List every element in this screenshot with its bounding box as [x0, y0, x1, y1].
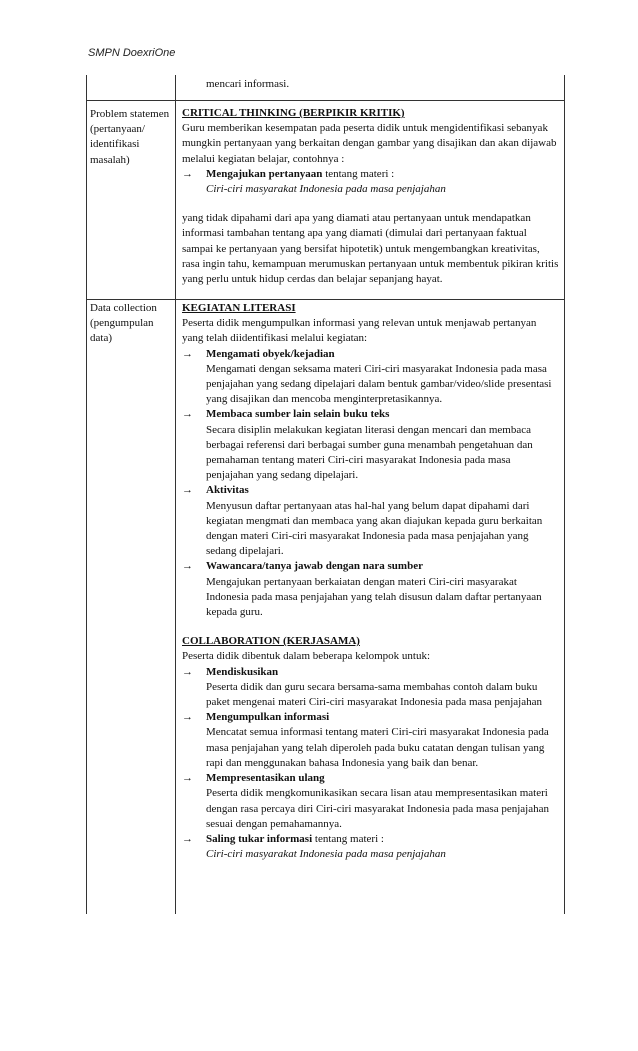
- list-item: [182, 483, 560, 498]
- arrow-icon: →: [182, 408, 193, 421]
- item-topic: Ciri-ciri masyarakat Indonesia pada masa penjajahan: [206, 183, 446, 196]
- list-item: [182, 559, 560, 574]
- item-title: Membaca sumber lain selain buku teks: [206, 408, 390, 421]
- item-text: Menyusun daftar pertanyaan atas hal-hal yang belum dapat dipahami dari kegiatan mengmati dan membaca yang akan diajukan kepada guru berkaitan dengan materi Ciri-ciri masyarakat Indonesia pada masa penjajahan yang sedang dipelajari.: [206, 499, 543, 558]
- item-title: Mengumpulkan informasi: [206, 711, 330, 724]
- row-label: Problem statemen (pertanyaan/ identifikasi masalah): [87, 101, 176, 299]
- table-row: [86, 75, 565, 101]
- item-title: Mendiskusikan: [206, 665, 279, 678]
- intro-text: Peserta didik mengumpulkan informasi yang relevan untuk menjawab pertanyan yang telah diidentifikasi melalui kegiatan:: [182, 317, 537, 345]
- collaboration-list: [182, 665, 560, 863]
- list-item: [182, 407, 560, 422]
- section-heading: CRITICAL THINKING (BERPIKIR KRITIK): [182, 107, 405, 119]
- list-item: [182, 665, 560, 680]
- row-label: [87, 75, 176, 100]
- intro-text: Guru memberikan kesempatan pada peserta didik untuk mengidentifikasi sebanyak mungkin pertanyaan yang berkaitan dengan gambar yang disajikan dan akan dijawab melalui kegiatan belajar, contohnya :: [182, 122, 557, 165]
- lesson-table: [86, 75, 565, 914]
- school-header: SMPN DoexriOne: [88, 47, 176, 59]
- arrow-icon: →: [182, 665, 193, 678]
- item-title: Mengamati obyek/kejadian: [206, 347, 335, 360]
- item-text: Peserta didik dan guru secara bersama-sama membahas contoh dalam buku paket mengenai materi Ciri-ciri masyarakat Indonesia pada masa penjajahan: [206, 680, 542, 709]
- continuation-text: mencari informasi.: [206, 78, 290, 90]
- arrow-icon: →: [182, 484, 193, 497]
- list-item: [182, 167, 560, 182]
- table-row: [86, 101, 565, 300]
- row-content: [177, 75, 564, 94]
- section-heading: KEGIATAN LITERASI: [182, 302, 296, 314]
- literasi-list: [182, 347, 560, 621]
- table-row: [86, 300, 565, 914]
- item-text: Mencatat semua informasi tentang materi Ciri-ciri masyarakat Indonesia pada masa penjajahan yang telah diperoleh pada buku catatan dengan tulisan yang rapi dan menggunakan bahasa Indonesia yang baik dan benar.: [206, 726, 549, 769]
- item-text: Mengajukan pertanyaan berkaiatan dengan materi Ciri-ciri masyarakat Indonesia pada masa penjajahan yang telah disusun dalam daftar pertanyaan kepada guru.: [206, 575, 542, 619]
- arrow-icon: →: [182, 711, 193, 724]
- item-title: Saling tukar informasi: [206, 832, 313, 845]
- section-heading: COLLABORATION (KERJASAMA): [182, 635, 360, 648]
- list-item: [182, 771, 560, 786]
- arrow-icon: →: [182, 167, 193, 180]
- arrow-icon: →: [182, 772, 193, 785]
- item-topic: Ciri-ciri masyarakat Indonesia pada masa penjajahan: [206, 848, 446, 861]
- paragraph-text: yang tidak dipahami dari apa yang diamati atau pertanyaan untuk mendapatkan informasi tambahan tentang apa yang diamati (dimulai dari pertanyaan faktual sampai ke pertanyaan yang bersifat hipotetik) untuk mengembangkan kreativitas, rasa ingin tahu, kemampuan merumuskan pertanyaan untuk membentuk pikiran kritis yang perlu untuk hidup cerdas dan belajar sepanjang hayat.: [182, 212, 559, 286]
- row-label: Data collection (pengumpulan data): [87, 300, 176, 914]
- row-content: [177, 300, 564, 864]
- item-title: Wawancara/tanya jawab dengan nara sumber: [206, 560, 423, 573]
- list-item: [182, 347, 560, 362]
- item-text: Secara disiplin melakukan kegiatan literasi dengan mencari dan membaca berbagai referensi dari berbagai sumber guna menambah pengetahuan dan pemahaman tentang materi Ciri-ciri masyarakat Indonesia pada masa penjajahan yang sedang dipelajari.: [206, 423, 533, 482]
- item-title: Mempresentasikan ulang: [206, 772, 325, 785]
- list-item: [182, 832, 560, 847]
- arrow-icon: →: [182, 347, 193, 360]
- item-rest: tentang materi :: [322, 167, 395, 180]
- item-text: Peserta didik mengkomunikasikan secara lisan atau mempresentasikan materi dengan rasa percaya diri Ciri-ciri masyarakat Indonesia pada masa penjajahan sesuai dengan pemahamannya.: [206, 787, 549, 830]
- item-title: Aktivitas: [206, 484, 249, 497]
- row-content: [177, 101, 564, 289]
- list-item: [182, 710, 560, 725]
- intro-text: Peserta didik dibentuk dalam beberapa kelompok untuk:: [182, 650, 431, 663]
- arrow-icon: →: [182, 560, 193, 573]
- arrow-icon: →: [182, 832, 193, 845]
- item-rest: tentang materi :: [312, 832, 384, 845]
- item-title: Mengajukan pertanyaan: [206, 167, 323, 180]
- item-text: Mengamati dengan seksama materi Ciri-ciri masyarakat Indonesia pada masa penjajahan yang sedang dipelajari dalam bentuk gambar/video/slide presentasi yang disajikan dan mencoba menginterpretasikannya.: [206, 362, 552, 406]
